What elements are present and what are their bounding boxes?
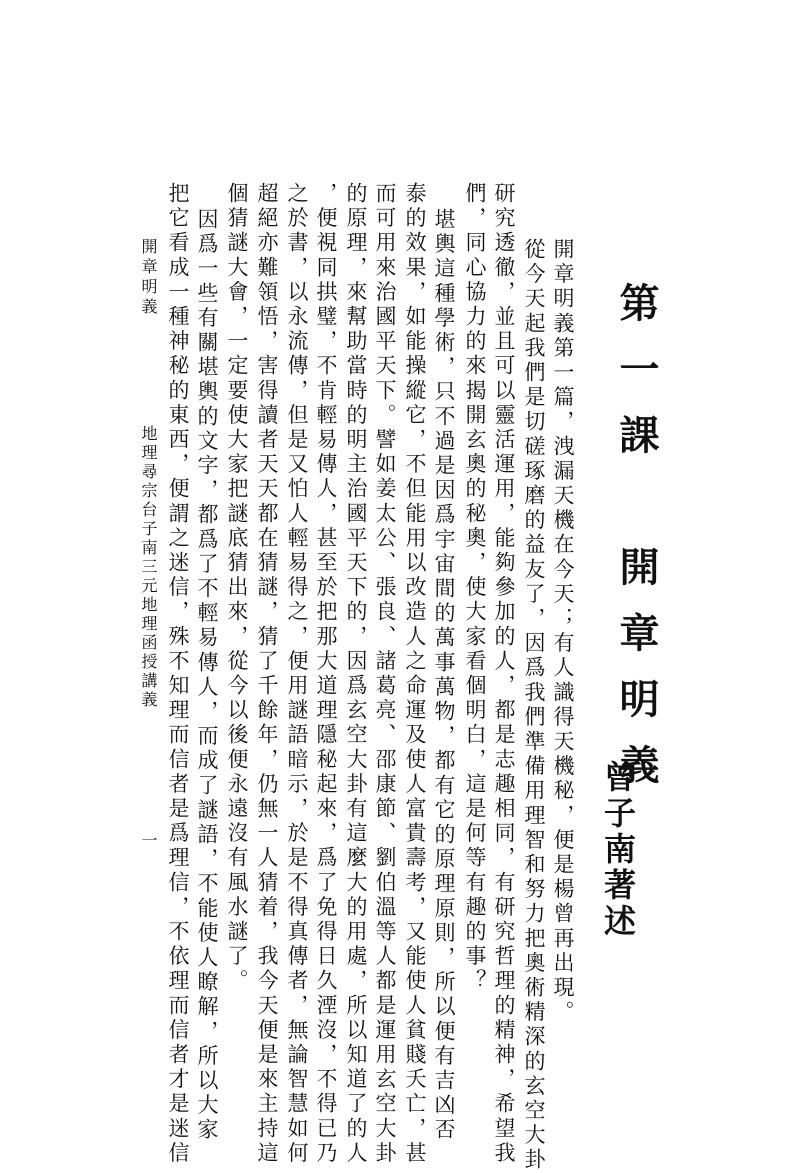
body-line: 研究透徹，並且可以靈活運用，能夠參加的人，都是志趣相同，有研究哲理的精神，希望我 bbox=[492, 182, 516, 1166]
body-line: 開章明義第一篇，洩漏天機在今天；有人識得天機秘，便是楊曾再出現。 bbox=[551, 238, 575, 1026]
body-line: ，便視同拱璧，不肯輕易傳人，甚至於把那大道理隱秘起來，爲了免得日久湮沒，不得已乃 bbox=[314, 182, 338, 1166]
body-line: 把它看成一種神秘的東西，便謂之迷信，殊不知理而信者是爲理信，不依理而信者才是迷信 bbox=[166, 182, 190, 1166]
body-line: 超絕亦難領悟，害得讀者天天都在猜謎，猜了千餘年，仍無一人猜着，我今天便是來主持這 bbox=[255, 182, 279, 1166]
lesson-title: 第一課 開章明義 bbox=[613, 282, 660, 810]
body-line: 們，同心協力的來揭開玄奧的秘奧，使大家看個明白，這是何等有趣的事？ bbox=[463, 182, 487, 994]
body-line: 因爲一些有關堪輿的文字，都爲了不輕易傳人，而成了謎語，不能使人瞭解，所以大家 bbox=[195, 208, 219, 1143]
body-line: 從今天起我們是切磋琢磨的益友了，因爲我們準備用理智和努力把奧術精深的玄空大卦 bbox=[522, 238, 546, 1173]
running-header-book: 地理尋宗台子南三元地理函授講義 bbox=[139, 425, 158, 710]
running-header-chapter: 開章明義 bbox=[139, 238, 158, 318]
page-number: 一 bbox=[139, 832, 158, 848]
body-line: 堪輿這種學術，只不過是因爲宇宙間的萬事萬物，都有它的原理原則，所以便有吉凶否 bbox=[432, 208, 456, 1143]
author-line: 曾子南著述 bbox=[599, 760, 637, 940]
body-line: 的原理，來幫助當時的明主治國平天下的，因爲玄空大卦有這麼大的用處，所以知道了的人 bbox=[344, 182, 368, 1166]
body-line: 泰的效果，如能操縱它，不但能用以改造人之命運及使人富貴壽考，又能使人貧賤夭亡，甚 bbox=[403, 182, 427, 1166]
body-line: 而可用來治國平天下。譬如姜太公、張良、諸葛亮、邵康節、劉伯溫等人都是運用玄空大卦 bbox=[373, 182, 397, 1166]
body-line: 個猜謎大會，一定要使大家把謎底猜出來，從今以後便永遠沒有風水謎了。 bbox=[225, 182, 249, 994]
body-line: 之於書，以永流傳，但是又怕人輕易得之，便用謎語暗示，於是不得真傳者，無論智慧如何 bbox=[285, 182, 309, 1166]
